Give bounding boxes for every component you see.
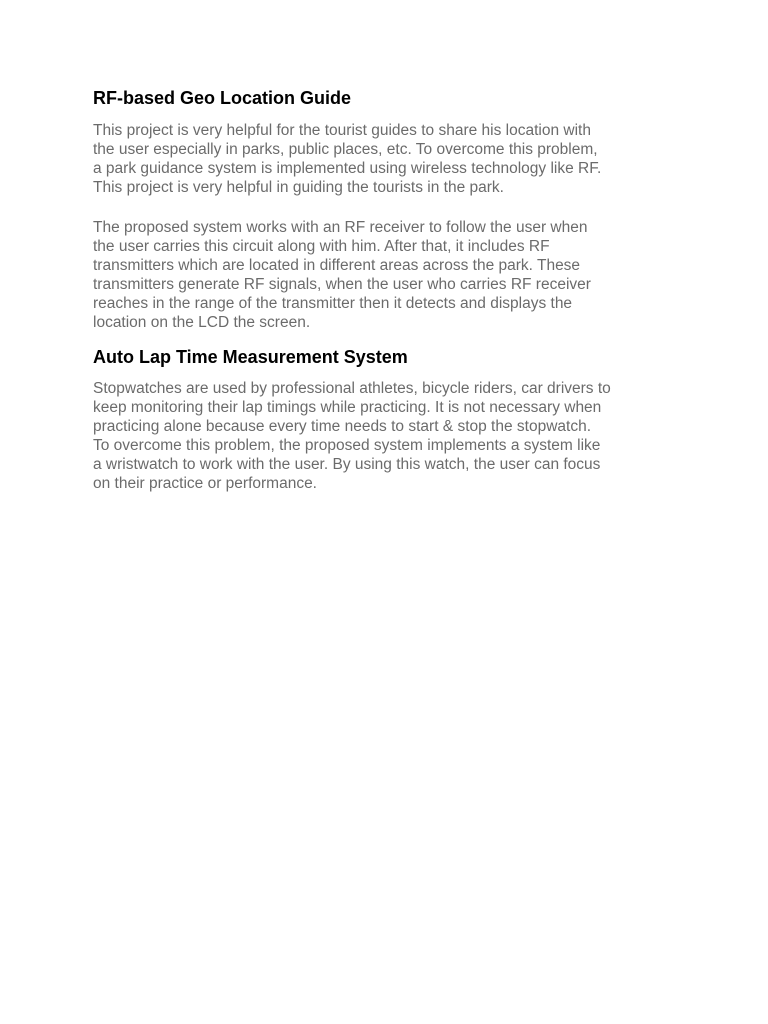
section-paragraph <box>93 121 693 197</box>
paragraph-line: This project is very helpful in guiding the tourists in the park. <box>93 179 504 196</box>
paragraph-line: transmitters generate RF signals, when the user who carries RF receiver <box>93 276 591 293</box>
section-heading-rf-geo-location: RF-based Geo Location Guide <box>93 88 352 108</box>
paragraph-line: a wristwatch to work with the user. By using this watch, the user can focus <box>93 456 601 473</box>
paragraph-line: reaches in the range of the transmitter then it detects and displays the <box>93 295 573 312</box>
section-paragraph <box>93 379 693 493</box>
section-paragraph <box>93 218 693 332</box>
paragraph-line: the user especially in parks, public places, etc. To overcome this problem, <box>93 141 598 158</box>
paragraph-line: a park guidance system is implemented using wireless technology like RF. <box>93 160 602 177</box>
paragraph-line: Stopwatches are used by professional athletes, bicycle riders, car drivers to <box>93 380 611 397</box>
section-heading-auto-lap-time: Auto Lap Time Measurement System <box>93 347 408 367</box>
paragraph-line: on their practice or performance. <box>93 475 317 492</box>
paragraph-line: the user carries this circuit along with him. After that, it includes RF <box>93 238 550 255</box>
paragraph-line: keep monitoring their lap timings while practicing. It is not necessary when <box>93 399 602 416</box>
paragraph-line: location on the LCD the screen. <box>93 314 311 331</box>
paragraph-line: transmitters which are located in different areas across the park. These <box>93 257 581 274</box>
paragraph-line: practicing alone because every time needs to start & stop the stopwatch. <box>93 418 591 435</box>
paragraph-line: This project is very helpful for the tourist guides to share his location with <box>93 122 591 139</box>
document-content <box>93 86 693 493</box>
paragraph-line: The proposed system works with an RF receiver to follow the user when <box>93 219 588 236</box>
paragraph-line: To overcome this problem, the proposed system implements a system like <box>93 437 601 454</box>
